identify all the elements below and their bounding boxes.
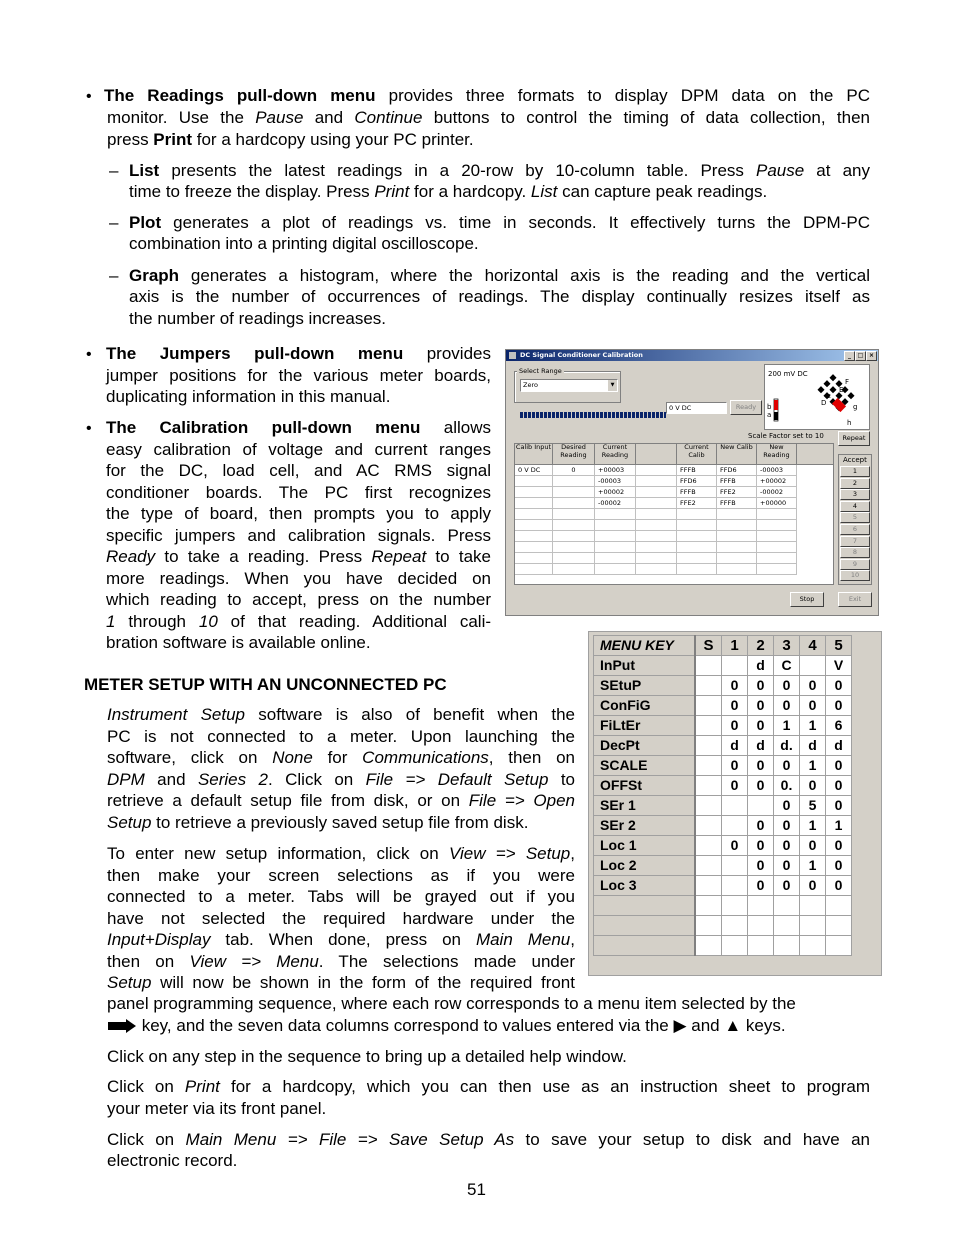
table-row[interactable] xyxy=(594,736,852,756)
menu-step-cell[interactable]: 0 xyxy=(748,856,774,876)
menu-step-cell[interactable]: 0 xyxy=(722,696,748,716)
dash-marker: – xyxy=(109,213,119,232)
table-cell[interactable] xyxy=(717,509,757,520)
menu-step-cell[interactable] xyxy=(800,916,826,936)
table-row[interactable] xyxy=(594,896,852,916)
menu-step-cell[interactable] xyxy=(774,936,800,956)
dash-marker: – xyxy=(109,161,119,180)
menu-step-cell[interactable] xyxy=(826,916,852,936)
table-row[interactable] xyxy=(594,876,852,896)
menu-step-cell[interactable]: 0 xyxy=(722,716,748,736)
menu-step-cell[interactable]: 1 xyxy=(800,716,826,736)
menu-step-cell[interactable]: 0 xyxy=(748,696,774,716)
column-header: 1 xyxy=(722,636,748,656)
table-row[interactable] xyxy=(594,656,852,676)
select-range-dropdown[interactable]: Zero ▼ xyxy=(520,379,618,392)
table-cell[interactable] xyxy=(717,553,757,564)
menu-item-label[interactable] xyxy=(594,936,696,956)
bullet-icon: • xyxy=(86,346,92,363)
calibration-paragraph: The Calibration pull-down menu allows easy calibration of voltage and current ranges for the DC, load cell, and AC RMS signal conditioner boards. The PC first recognizes the type of board, then prompts you to apply specific jumpers and calibration signals. Press Ready to take a reading. Press Repeat to take more readings. When you have decided on which reading to accept, press on the number 1 through 10 of that reading. Additional cali- bration software is available online. xyxy=(106,418,492,652)
table-cell[interactable] xyxy=(677,564,717,575)
repeat-button[interactable]: Repeat xyxy=(838,431,870,446)
menu-step-cell[interactable] xyxy=(695,836,722,856)
app-icon xyxy=(509,352,516,359)
table-header-cell: Calib Input xyxy=(515,444,553,465)
list-item-graph: Graph generates a histogram, where the horizontal axis is the reading and the vertical xyxy=(129,266,870,285)
column-header: 5 xyxy=(826,636,852,656)
list-item-list-line2: time to freeze the display. Press Print for a hardcopy. List can capture peak readings. xyxy=(129,182,768,201)
table-cell[interactable] xyxy=(553,509,595,520)
menu-step-cell[interactable]: d xyxy=(748,736,774,756)
meter-setup-line8: panel programming sequence, where each row corresponds to a menu item selected by the xyxy=(107,994,796,1013)
menu-step-cell[interactable]: 1 xyxy=(800,816,826,836)
right-arrow-icon: ▶ xyxy=(673,1016,687,1035)
list-item-list: List presents the latest readings in a 20-row by 10-column table. Press Pause at any xyxy=(129,161,870,180)
menu-step-cell[interactable] xyxy=(695,796,722,816)
menu-step-cell[interactable] xyxy=(695,676,722,696)
accept-button-7[interactable]: 7 xyxy=(840,536,870,547)
jumper-letter: a xyxy=(767,411,772,419)
accept-button-6[interactable]: 6 xyxy=(840,524,870,535)
menu-step-cell[interactable] xyxy=(695,936,722,956)
accept-button-3[interactable]: 3 xyxy=(840,489,870,500)
menu-item-label[interactable]: DecPt xyxy=(594,736,696,756)
bullet-icon: • xyxy=(86,88,92,105)
table-cell[interactable]: +00002 xyxy=(757,476,797,487)
table-cell[interactable] xyxy=(595,542,636,553)
menu-step-cell[interactable] xyxy=(748,896,774,916)
column-header: 4 xyxy=(800,636,826,656)
menu-step-cell[interactable] xyxy=(695,696,722,716)
readings-line2: monitor. Use the Pause and Continue buttons to control the timing of data collection, then xyxy=(107,108,870,127)
table-cell xyxy=(636,498,677,509)
table-cell[interactable] xyxy=(553,487,595,498)
menu-step-cell[interactable] xyxy=(695,776,722,796)
menu-item-label[interactable]: InPut xyxy=(594,656,696,676)
accept-label: Accept xyxy=(843,456,867,464)
menu-step-cell[interactable]: 0 xyxy=(774,836,800,856)
menu-step-cell[interactable]: 0 xyxy=(826,696,852,716)
enter-arrow-icon xyxy=(107,1019,137,1033)
menu-step-cell[interactable] xyxy=(695,876,722,896)
menu-step-cell[interactable]: 0 xyxy=(800,676,826,696)
table-row[interactable] xyxy=(594,856,852,876)
table-cell[interactable]: +00000 xyxy=(757,498,797,509)
table-header-cell: New Reading xyxy=(757,444,797,465)
menu-item-label[interactable] xyxy=(594,896,696,916)
menu-step-cell[interactable]: 0 xyxy=(774,856,800,876)
minimize-icon[interactable]: _ xyxy=(844,351,855,361)
jumper-letter: F xyxy=(845,378,850,386)
column-header: S xyxy=(695,636,722,656)
menu-step-cell[interactable]: 0 xyxy=(722,756,748,776)
menu-step-cell[interactable]: d xyxy=(722,736,748,756)
meter-setup-paragraph-2: To enter new setup information, click on View => Setup, then make your screen selections as if you were connected to a meter. Tabs will be grayed out if you have not selected the required hardware under the Input+Display tab. When done, press on Main Menu, then on View => Menu. The selections made under Setup will now be shown in the form of the required front xyxy=(107,844,575,992)
menu-step-cell[interactable] xyxy=(722,816,748,836)
meter-setup-paragraph-4-line2: your meter via its front panel. xyxy=(107,1099,327,1118)
table-cell[interactable] xyxy=(717,531,757,542)
jumper-letter: D xyxy=(821,399,827,407)
table-cell[interactable] xyxy=(515,531,553,542)
menu-step-cell[interactable] xyxy=(722,936,748,956)
menu-step-cell[interactable]: 0 xyxy=(774,796,800,816)
jumper-letter: h xyxy=(847,419,852,427)
progress-bar xyxy=(520,412,666,418)
maximize-icon[interactable]: □ xyxy=(855,351,866,361)
table-cell[interactable] xyxy=(515,509,553,520)
menu-step-cell[interactable] xyxy=(722,876,748,896)
jumper-diagram xyxy=(764,364,870,430)
menu-item-label[interactable]: SEtuP xyxy=(594,676,696,696)
table-cell xyxy=(636,520,677,531)
table-cell[interactable] xyxy=(677,520,717,531)
menu-step-cell[interactable]: 1 xyxy=(800,856,826,876)
table-cell[interactable]: -00003 xyxy=(757,465,797,476)
table-cell[interactable] xyxy=(515,498,553,509)
menu-item-label[interactable]: Loc 1 xyxy=(594,836,696,856)
table-cell xyxy=(636,465,677,476)
menu-step-cell[interactable]: V xyxy=(826,656,852,676)
menu-step-cell[interactable]: 0 xyxy=(800,836,826,856)
meter-setup-paragraph-5-line2: electronic record. xyxy=(107,1151,238,1170)
table-cell[interactable] xyxy=(515,487,553,498)
menu-step-cell[interactable]: d xyxy=(800,736,826,756)
table-cell[interactable] xyxy=(757,553,797,564)
menu-step-cell[interactable]: C xyxy=(774,656,800,676)
table-cell[interactable] xyxy=(595,520,636,531)
menu-step-cell[interactable]: 0 xyxy=(774,676,800,696)
table-row[interactable] xyxy=(594,836,852,856)
menu-step-cell[interactable]: 0 xyxy=(826,756,852,776)
close-icon[interactable]: × xyxy=(866,351,877,361)
table-header-cell: Current Reading xyxy=(595,444,636,465)
table-cell[interactable] xyxy=(553,564,595,575)
table-cell[interactable]: 0 xyxy=(553,465,595,476)
menu-item-label[interactable]: SCALE xyxy=(594,756,696,776)
table-row[interactable] xyxy=(594,796,852,816)
menu-item-label[interactable]: SEr 1 xyxy=(594,796,696,816)
menu-step-cell[interactable]: d xyxy=(748,656,774,676)
menu-step-cell[interactable]: 0 xyxy=(774,696,800,716)
menu-step-cell[interactable] xyxy=(748,916,774,936)
stop-button[interactable]: Stop xyxy=(790,592,824,607)
menu-step-cell[interactable]: 0 xyxy=(774,756,800,776)
table-cell[interactable] xyxy=(595,564,636,575)
jumper-letter: E xyxy=(839,386,844,394)
list-item-plot-line2: combination into a printing digital oscilloscope. xyxy=(129,234,479,253)
meter-setup-line9: key, and the seven data columns correspond to values entered via the ▶ and ▲ keys. xyxy=(107,1015,870,1037)
table-cell[interactable] xyxy=(553,498,595,509)
menu-step-cell[interactable] xyxy=(826,896,852,916)
table-cell[interactable] xyxy=(757,520,797,531)
range-label: 200 mV DC xyxy=(768,370,808,378)
table-header-spacer xyxy=(797,444,833,465)
menu-step-cell[interactable]: 1 xyxy=(826,816,852,836)
table-cell[interactable] xyxy=(515,542,553,553)
table-row[interactable] xyxy=(594,816,852,836)
table-cell xyxy=(636,476,677,487)
menu-step-cell[interactable] xyxy=(722,656,748,676)
list-item-plot: Plot generates a plot of readings vs. time in seconds. It effectively turns the DPM-PC xyxy=(129,213,870,232)
accept-button-8[interactable]: 8 xyxy=(840,547,870,558)
scale-factor-label: Scale Factor set to 10 xyxy=(748,432,824,440)
menu-item-label[interactable]: SEr 2 xyxy=(594,816,696,836)
table-cell xyxy=(636,531,677,542)
table-row[interactable] xyxy=(594,916,852,936)
menu-step-cell[interactable] xyxy=(800,656,826,676)
table-cell xyxy=(636,564,677,575)
menu-step-cell[interactable] xyxy=(826,936,852,956)
menu-step-cell[interactable] xyxy=(695,756,722,776)
menu-step-cell[interactable]: d. xyxy=(774,736,800,756)
table-cell xyxy=(636,553,677,564)
menu-step-cell[interactable]: 0 xyxy=(800,696,826,716)
dash-marker: – xyxy=(109,266,119,285)
menu-step-cell[interactable] xyxy=(774,896,800,916)
menu-step-cell[interactable]: 0 xyxy=(722,836,748,856)
menu-key-header: MENU KEY xyxy=(594,636,696,656)
up-arrow-icon: ▲ xyxy=(724,1016,742,1035)
table-cell[interactable]: -00002 xyxy=(757,487,797,498)
list-item-graph-line3: the number of readings increases. xyxy=(129,309,387,328)
menu-step-cell[interactable] xyxy=(722,856,748,876)
menu-step-cell[interactable]: 0 xyxy=(748,876,774,896)
table-cell[interactable] xyxy=(515,520,553,531)
menu-step-cell[interactable]: 0 xyxy=(722,676,748,696)
table-cell[interactable] xyxy=(553,476,595,487)
table-cell[interactable]: -00003 xyxy=(595,476,636,487)
window-title: DC Signal Conditioner Calibration xyxy=(520,351,643,359)
table-cell[interactable] xyxy=(677,542,717,553)
table-cell[interactable] xyxy=(757,542,797,553)
menu-step-cell[interactable]: 0 xyxy=(800,876,826,896)
menu-step-cell[interactable]: 0 xyxy=(826,796,852,816)
table-cell[interactable] xyxy=(677,531,717,542)
meter-setup-paragraph-3: Click on any step in the sequence to bring up a detailed help window. xyxy=(107,1047,627,1066)
jumper-diagram-graphic xyxy=(765,365,869,429)
select-range-label: Select Range xyxy=(519,367,562,375)
menu-step-cell[interactable]: 5 xyxy=(800,796,826,816)
menu-step-cell[interactable]: 0 xyxy=(748,836,774,856)
table-cell[interactable] xyxy=(677,509,717,520)
menu-step-cell[interactable] xyxy=(695,736,722,756)
calibration-window xyxy=(505,349,879,616)
menu-item-label[interactable]: FiLtEr xyxy=(594,716,696,736)
table-cell[interactable] xyxy=(553,542,595,553)
menu-step-cell[interactable]: 0 xyxy=(722,776,748,796)
table-cell[interactable]: FFD6 xyxy=(677,476,717,487)
menu-step-cell[interactable] xyxy=(800,896,826,916)
accept-button-1[interactable]: 1 xyxy=(840,466,870,477)
menu-step-cell[interactable]: 0 xyxy=(826,876,852,896)
section-heading: METER SETUP WITH AN UNCONNECTED PC xyxy=(84,675,447,694)
jumper-letter: b xyxy=(767,403,772,411)
table-row[interactable] xyxy=(594,716,852,736)
table-cell[interactable] xyxy=(553,553,595,564)
table-cell[interactable] xyxy=(553,531,595,542)
menu-key-table xyxy=(588,631,882,976)
table-cell xyxy=(636,487,677,498)
table-cell[interactable]: FFFB xyxy=(717,498,757,509)
menu-item-label[interactable]: Loc 3 xyxy=(594,876,696,896)
table-header-cell: New Calib xyxy=(717,444,757,465)
accept-button-9[interactable]: 9 xyxy=(840,559,870,570)
table-cell xyxy=(636,509,677,520)
table-cell[interactable]: FFE2 xyxy=(717,487,757,498)
accept-button-10[interactable]: 10 xyxy=(840,570,870,581)
readings-line3: press Print for a hardcopy using your PC printer. xyxy=(107,130,474,149)
jumpers-line2: jumper positions for the various meter boards, xyxy=(106,366,491,385)
menu-step-cell[interactable]: 0 xyxy=(826,836,852,856)
exit-button[interactable]: Exit xyxy=(838,592,872,607)
menu-step-cell[interactable]: 0 xyxy=(800,776,826,796)
menu-step-cell[interactable] xyxy=(722,916,748,936)
menu-step-cell[interactable] xyxy=(774,916,800,936)
accept-button-2[interactable]: 2 xyxy=(840,478,870,489)
menu-step-cell[interactable]: 1 xyxy=(800,756,826,776)
table-row[interactable] xyxy=(594,776,852,796)
table-cell[interactable] xyxy=(515,553,553,564)
menu-step-cell[interactable] xyxy=(722,896,748,916)
table-cell[interactable] xyxy=(757,509,797,520)
table-cell[interactable] xyxy=(595,531,636,542)
menu-step-cell[interactable]: 0 xyxy=(748,776,774,796)
menu-item-label[interactable]: ConFiG xyxy=(594,696,696,716)
table-cell xyxy=(636,542,677,553)
menu-step-cell[interactable]: 6 xyxy=(826,716,852,736)
menu-step-cell[interactable]: d xyxy=(826,736,852,756)
table-cell[interactable] xyxy=(717,564,757,575)
table-cell[interactable] xyxy=(553,520,595,531)
table-cell[interactable]: FFFB xyxy=(677,487,717,498)
meter-setup-paragraph-5: Click on Main Menu => File => Save Setup As to save your setup to disk and have an xyxy=(107,1130,870,1149)
menu-step-cell[interactable]: 0 xyxy=(748,756,774,776)
ready-button[interactable]: Ready xyxy=(730,400,762,415)
window-titlebar xyxy=(506,350,878,361)
table-cell[interactable]: +00002 xyxy=(595,487,636,498)
menu-step-cell[interactable] xyxy=(695,856,722,876)
table-row[interactable] xyxy=(594,696,852,716)
readings-paragraph: The Readings pull-down menu provides three formats to display DPM data on the PC xyxy=(104,86,870,105)
menu-item-label[interactable]: OFFSt xyxy=(594,776,696,796)
table-cell[interactable] xyxy=(677,553,717,564)
list-item-graph-line2: axis is the number of occurrences of readings. The display continually resizes itself as xyxy=(129,287,870,306)
table-cell[interactable]: FFD6 xyxy=(717,465,757,476)
bullet-icon: • xyxy=(86,420,92,437)
accept-button-5[interactable]: 5 xyxy=(840,512,870,523)
table-cell[interactable]: FFFB xyxy=(677,465,717,476)
meter-setup-paragraph-1: Instrument Setup software is also of benefit when the PC is not connected to a meter. Upon launching the software, click on None for Communications, then on DPM and Series 2. Click on File => Default Setup to retrieve a default setup file from disk, or on File => Open Setup to retrieve a previously saved setup file from disk. xyxy=(107,705,575,832)
menu-step-cell[interactable] xyxy=(722,796,748,816)
column-header: 2 xyxy=(748,636,774,656)
accept-button-4[interactable]: 4 xyxy=(840,501,870,512)
table-cell[interactable]: FFE2 xyxy=(677,498,717,509)
menu-step-cell[interactable]: 0. xyxy=(774,776,800,796)
menu-step-cell[interactable] xyxy=(695,656,722,676)
table-header-spacer xyxy=(636,444,677,465)
table-header-cell: Current Calib xyxy=(677,444,717,465)
table-cell[interactable] xyxy=(717,542,757,553)
menu-step-cell[interactable]: 1 xyxy=(774,716,800,736)
menu-step-cell[interactable] xyxy=(748,936,774,956)
menu-step-cell[interactable] xyxy=(695,816,722,836)
jumper-letter: g xyxy=(853,403,858,411)
menu-step-cell[interactable] xyxy=(800,936,826,956)
menu-step-cell[interactable]: 0 xyxy=(826,776,852,796)
menu-step-cell[interactable] xyxy=(695,916,722,936)
menu-step-cell[interactable]: 0 xyxy=(748,716,774,736)
reading-field: 0 V DC xyxy=(666,402,727,414)
table-row[interactable] xyxy=(594,676,852,696)
menu-step-cell[interactable]: 0 xyxy=(826,856,852,876)
page-number: 51 xyxy=(467,1180,486,1199)
menu-step-cell[interactable]: 0 xyxy=(774,876,800,896)
menu-step-cell[interactable]: 0 xyxy=(774,816,800,836)
menu-step-cell[interactable] xyxy=(695,896,722,916)
table-cell[interactable]: 0 V DC xyxy=(515,465,553,476)
jumpers-line3: duplicating information in this manual. xyxy=(106,387,391,406)
chevron-down-icon[interactable]: ▼ xyxy=(608,380,617,391)
table-row[interactable] xyxy=(594,756,852,776)
table-cell[interactable] xyxy=(595,509,636,520)
table-cell[interactable] xyxy=(757,531,797,542)
jumpers-line1: The Jumpers pull-down menu provides xyxy=(106,344,491,363)
table-cell[interactable] xyxy=(595,553,636,564)
menu-step-cell[interactable] xyxy=(695,716,722,736)
menu-step-cell[interactable]: 0 xyxy=(748,816,774,836)
menu-item-label[interactable]: Loc 2 xyxy=(594,856,696,876)
table-header-cell: Desired Reading xyxy=(553,444,595,465)
table-cell[interactable]: FFFB xyxy=(717,476,757,487)
jumper-letter: c xyxy=(827,392,831,400)
meter-setup-paragraph-4: Click on Print for a hardcopy, which you can then use as an instruction sheet to program xyxy=(107,1077,871,1096)
menu-step-cell[interactable]: 0 xyxy=(748,676,774,696)
table-cell[interactable]: -00002 xyxy=(595,498,636,509)
table-cell[interactable] xyxy=(515,564,553,575)
table-cell[interactable] xyxy=(757,564,797,575)
calibration-table xyxy=(514,443,834,585)
menu-step-cell[interactable]: 0 xyxy=(826,676,852,696)
table-cell[interactable] xyxy=(717,520,757,531)
table-cell[interactable] xyxy=(515,476,553,487)
menu-item-label[interactable] xyxy=(594,916,696,936)
menu-step-cell[interactable] xyxy=(748,796,774,816)
table-cell[interactable]: +00003 xyxy=(595,465,636,476)
table-row[interactable] xyxy=(594,936,852,956)
column-header: 3 xyxy=(774,636,800,656)
